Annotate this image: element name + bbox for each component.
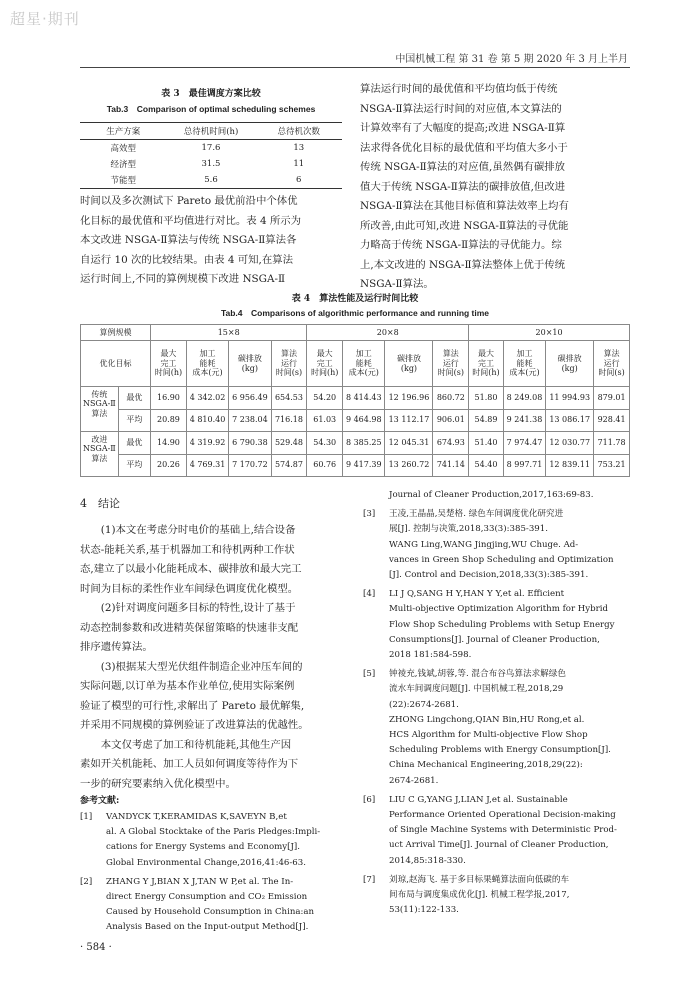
table3-cell: 节能型 xyxy=(110,176,136,186)
reference-line: 钟祾充,钱斌,胡蓉,等. 混合布谷鸟算法求解绿色 xyxy=(389,669,566,680)
table4-cell: 8 385.25 xyxy=(343,432,385,455)
table4-cell: 13 260.72 xyxy=(385,454,433,477)
table4-metric-row xyxy=(81,341,630,387)
table3-cell: 经济型 xyxy=(110,160,136,170)
text-line: 力略高于传统 NSGA-Ⅱ算法的寻优能力。综 xyxy=(360,239,562,251)
table4-metric-header xyxy=(503,341,545,387)
reference-line: direct Energy Consumption and CO₂ Emission xyxy=(106,892,308,903)
table4-cell: 54.30 xyxy=(307,432,343,455)
conclusion-body xyxy=(80,521,342,794)
metric-header-line: 完工 xyxy=(477,358,494,368)
reference-line: Analysis Based on the Input-output Method[J]. xyxy=(106,922,309,933)
right-paragraph xyxy=(360,80,630,295)
text-line: 自运行 10 次的比较结果。由表 4 可知,在算法 xyxy=(80,253,293,266)
table4-caption-cn: 表 4 算法性能及运行时间比较 xyxy=(291,294,419,304)
table4-cell: 654.53 xyxy=(271,387,307,410)
table4-cell: 54.40 xyxy=(469,454,504,477)
metric-header-line: 成本(元) xyxy=(509,368,540,378)
table4-data-row xyxy=(81,409,630,432)
reference-line: 流水车间调度问题[J]. 中国机械工程,2018,29 xyxy=(389,684,564,695)
reference-line: Caused by Household Consumption in China:an xyxy=(106,907,315,918)
table4-data-row xyxy=(81,454,630,477)
table4-metric-header xyxy=(343,341,385,387)
text-line: 所改善,由此可知,改进 NSGA-Ⅱ算法的寻优能 xyxy=(360,219,569,232)
conclusion-line: 实际问题,以订单为基本作业单位,使用实际案例 xyxy=(80,680,295,692)
reference-line: 2674-2681. xyxy=(389,775,439,786)
table4-metric-header xyxy=(469,341,504,387)
table3-row xyxy=(80,140,342,157)
metric-header-line: 时间(h) xyxy=(154,368,183,378)
reference-line: Flow Shop Scheduling Problems with Setup Energy xyxy=(389,619,615,630)
metric-header-line: 运行 xyxy=(280,358,297,368)
text-line: 上,本文改进的 NSGA-Ⅱ算法整体上优于传统 xyxy=(360,258,566,271)
text-line: 值大于传统 NSGA-Ⅱ算法的碳排放值,但改进 xyxy=(360,180,566,193)
table4-cell: 51.80 xyxy=(469,387,504,410)
running-header: 中国机械工程 第 31 卷 第 5 期 2020 年 3 月上半月 xyxy=(395,54,628,65)
text-line: 时间以及多次测试下 Pareto 最优前沿中个体优 xyxy=(80,195,298,207)
text-line: NSGA-Ⅱ算法。 xyxy=(360,278,434,290)
reference-line: of Single Machine Systems with Deterministic Prod- xyxy=(389,825,617,836)
text-line: 传统 NSGA-Ⅱ算法的对应值,虽然偶有碳排放 xyxy=(360,161,566,173)
conclusion-heading: 4 结论 xyxy=(80,497,120,510)
conclusion-line: 验证了模型的可行性,求解出了 Pareto 最优解集, xyxy=(80,699,305,712)
reference-number: [4] xyxy=(363,589,376,600)
group-name-line: 算法 xyxy=(91,409,108,418)
metric-header-line: 时间(h) xyxy=(310,368,339,378)
header-rule xyxy=(80,67,630,68)
conclusion-line: 动态控制参数和改进精英保留策略的快速非支配 xyxy=(80,621,299,634)
table4-metric-header xyxy=(307,341,343,387)
metric-header-line: 最大 xyxy=(477,349,494,359)
conclusion-line: 排序遗传算法。 xyxy=(80,641,153,653)
table4-cell: 928.41 xyxy=(594,409,630,432)
table4-cell: 14.90 xyxy=(151,432,187,455)
table4-cell: 4 342.02 xyxy=(186,387,228,410)
reference-line: (22):2674-2681. xyxy=(389,699,459,710)
metric-header-line: (kg) xyxy=(561,363,578,373)
table4-scale: 20×10 xyxy=(469,325,630,341)
table4-stat: 平均 xyxy=(118,409,150,432)
text-line: 运行时间上,不同的算例规模下改进 NSGA-Ⅱ xyxy=(80,273,286,285)
table3 xyxy=(80,122,342,189)
metric-header-line: 碳排放 xyxy=(396,353,421,363)
text-line: 化目标的最优值和平均值进行对比。表 4 所示为 xyxy=(80,214,302,227)
table4-cell: 16.90 xyxy=(151,387,187,410)
table4-cell: 741.14 xyxy=(433,454,469,477)
table4-metric-header xyxy=(546,341,594,387)
reference-line: China Mechanical Engineering,2018,29(22): xyxy=(389,760,583,771)
reference-item xyxy=(80,810,342,871)
metric-header-line: 时间(s) xyxy=(598,368,625,378)
table4-metric-header xyxy=(594,341,630,387)
table3-row xyxy=(80,172,342,189)
table3-cell: 31.5 xyxy=(201,159,221,169)
reference-body xyxy=(389,587,630,663)
table4-stat: 平均 xyxy=(118,454,150,477)
reference-body xyxy=(389,667,630,789)
reference-line: VANDYCK T,KERAMIDAS K,SAVEYN B,et xyxy=(106,812,287,822)
reference-number: [7] xyxy=(363,874,376,885)
reference-line: cations for Energy Systems and Economy[J]. xyxy=(106,842,301,853)
conclusion-line: 时间为目标的柔性作业车间绿色调度优化模型。 xyxy=(80,582,299,595)
table3-cell: 6 xyxy=(296,175,302,185)
table4-cell: 574.87 xyxy=(271,454,307,477)
page-number: · 584 · xyxy=(80,942,112,953)
table3-header-cell: 生产方案 xyxy=(80,123,166,140)
reference-line: 王凌,王晶晶,吴楚格. 绿色车间调度优化研究进 xyxy=(389,509,564,520)
references-title: 参考文献: xyxy=(80,796,120,806)
table4-cell: 20.26 xyxy=(151,454,187,477)
reference-line: ZHANG Y J,BIAN X J,TAN W P,et al. The In- xyxy=(106,876,294,887)
table4-group-name-part xyxy=(81,409,119,432)
table4-cell: 51.40 xyxy=(469,432,504,455)
table3-row xyxy=(80,156,342,172)
table4-cell: 529.48 xyxy=(271,432,307,455)
left-paragraph xyxy=(80,192,342,290)
table4-group-name-part xyxy=(81,454,119,477)
reference-line: uct Arrival Time[J]. Journal of Cleaner Production, xyxy=(389,840,609,851)
reference-number: [5] xyxy=(363,669,376,680)
table4-cell: 54.89 xyxy=(469,409,504,432)
group-name-line: NSGA-Ⅱ xyxy=(82,444,116,454)
reference-item xyxy=(80,875,342,936)
reference-body xyxy=(106,810,342,871)
table4-cell: 7 238.04 xyxy=(229,409,271,432)
reference-continuation xyxy=(363,488,630,503)
conclusion-line: 一步的研究要素纳入优化模型中。 xyxy=(80,777,236,790)
reference-line: LIU C G,YANG J,LIAN J,et al. Sustainable xyxy=(389,794,568,805)
text-line: NSGA-Ⅱ算法在其他目标值和算法效率上均有 xyxy=(360,200,569,212)
reference-item xyxy=(363,793,630,869)
table4-cell: 9 241.38 xyxy=(503,409,545,432)
group-name-line: NSGA-Ⅱ xyxy=(82,399,116,409)
table4-cell: 12 839.11 xyxy=(546,454,594,477)
watermark: 超星·期刊 xyxy=(10,10,80,28)
table4-metric-header xyxy=(271,341,307,387)
table3-cell: 13 xyxy=(293,143,305,153)
metric-header-line: 能耗 xyxy=(199,358,216,368)
reference-line: 间布局与调度集成优化[J]. 机械工程学报,2017, xyxy=(389,890,570,901)
table4-cell: 12 045.31 xyxy=(385,432,433,455)
table4-cell: 6 790.38 xyxy=(229,432,271,455)
reference-line: 2018 181:584-598. xyxy=(389,650,472,661)
conclusion-line: (2)针对调度问题多目标的特性,设计了基于 xyxy=(100,602,296,614)
reference-item xyxy=(363,507,630,583)
metric-header-line: (kg) xyxy=(241,363,259,373)
reference-line: Performance Oriented Operational Decision-making xyxy=(389,810,616,821)
group-name-line: 传统 xyxy=(91,389,108,399)
metric-header-line: 算法 xyxy=(603,349,620,359)
table4-cell: 54.20 xyxy=(307,387,343,410)
reference-line: Consumptions[J]. Journal of Cleaner Production, xyxy=(389,634,600,645)
reference-line: WANG Ling,WANG Jingjing,WU Chuge. Ad- xyxy=(389,539,579,550)
table3-header-cell: 总待机时间(h) xyxy=(166,123,255,140)
conclusion-line: (3)根据某大型光伏组件制造企业冲压车间的 xyxy=(100,660,303,673)
reference-body xyxy=(389,488,630,503)
table3-cell: 11 xyxy=(293,159,305,169)
table4-objective-label: 优化目标 xyxy=(81,341,151,387)
reference-number: [1] xyxy=(80,812,93,822)
table4-cell: 8 997.71 xyxy=(503,454,545,477)
text-line: 算法运行时间的最优值和平均值均低于传统 xyxy=(360,83,558,95)
table4-metric-header xyxy=(433,341,469,387)
table4-cell: 716.18 xyxy=(271,409,307,432)
table4-group-name-part xyxy=(81,432,119,455)
reference-line: ZHONG Lingchong,QIAN Bin,HU Rong,et al. xyxy=(389,714,585,725)
table4-cell: 13 086.17 xyxy=(546,409,594,432)
metric-header-line: 碳排放 xyxy=(557,353,582,363)
reference-body xyxy=(389,507,630,583)
reference-body xyxy=(389,793,630,869)
reference-line: Scheduling Problems with Energy Consumption[J]. xyxy=(389,745,611,756)
table4-cell: 20.89 xyxy=(151,409,187,432)
table4-cell: 8 249.08 xyxy=(503,387,545,410)
table3-caption-en: Tab.3 Comparison of optimal scheduling schemes xyxy=(106,104,316,114)
metric-header-line: 能耗 xyxy=(516,358,533,368)
reference-line: al. A Global Stocktake of the Paris Pledges:Impli- xyxy=(106,827,321,838)
table4-stat: 最优 xyxy=(118,387,150,410)
table4-cell: 4 319.92 xyxy=(186,432,228,455)
metric-header-line: 能耗 xyxy=(355,358,372,368)
reference-number: [3] xyxy=(363,509,376,520)
references-right xyxy=(363,488,630,922)
table4-cell: 711.78 xyxy=(594,432,630,455)
reference-body xyxy=(389,873,630,919)
reference-item xyxy=(363,667,630,789)
reference-line: Multi-objective Optimization Algorithm for Hybrid xyxy=(389,604,608,615)
metric-header-line: 完工 xyxy=(316,358,333,368)
metric-header-line: 加工 xyxy=(516,349,533,359)
metric-header-line: 碳排放 xyxy=(237,353,262,363)
table4-cell: 906.01 xyxy=(433,409,469,432)
table4-data-row xyxy=(81,432,630,455)
reference-line: [J]. Control and Decision,2018,33(3):385-391. xyxy=(389,570,589,581)
conclusion-line: 状态-能耗关系,基于机器加工和待机两种工作状 xyxy=(80,543,295,556)
metric-header-line: 运行 xyxy=(442,358,459,368)
table4-cell: 4 769.31 xyxy=(186,454,228,477)
reference-number: [6] xyxy=(363,794,376,805)
table4-cell: 9 464.98 xyxy=(343,409,385,432)
table4-scale-label: 算例规模 xyxy=(81,325,151,341)
table4-cell: 753.21 xyxy=(594,454,630,477)
text-line: NSGA-Ⅱ算法运行时间的对应值,本文算法的 xyxy=(360,102,562,115)
table4-cell: 9 417.39 xyxy=(343,454,385,477)
metric-header-line: 最大 xyxy=(160,349,177,359)
table4-scale: 15×8 xyxy=(151,325,307,341)
text-line: 本文改进 NSGA-Ⅱ算法与传统 NSGA-Ⅱ算法各 xyxy=(80,234,297,246)
reference-line: HCS Algorithm for Multi-objective Flow Shop xyxy=(389,730,588,741)
metric-header-line: 加工 xyxy=(199,349,216,359)
group-name-line: 算法 xyxy=(91,454,108,463)
table4-cell: 6 956.49 xyxy=(229,387,271,410)
table4-cell: 12 196.96 xyxy=(385,387,433,410)
metric-header-line: 时间(s) xyxy=(437,368,464,378)
table4-group-name-part xyxy=(81,387,119,410)
conclusion-line: 并采用不同规模的算例验证了改进算法的优越性。 xyxy=(80,719,309,731)
metric-header-line: 算法 xyxy=(280,349,297,359)
table4-metric-header xyxy=(151,341,187,387)
metric-header-line: (kg) xyxy=(400,363,418,373)
conclusion-line: 素如开关机能耗、加工人员如何调度等待作为下 xyxy=(80,758,299,770)
metric-header-line: 成本(元) xyxy=(192,368,223,378)
table4-cell: 8 414.43 xyxy=(343,387,385,410)
table4-metric-header xyxy=(229,341,271,387)
conclusion-line: 本文仅考虑了加工和待机能耗,其他生产因 xyxy=(100,738,292,751)
table4-cell: 7 170.72 xyxy=(229,454,271,477)
text-line: 计算效率有了大幅度的提高;改进 NSGA-Ⅱ算 xyxy=(360,122,566,134)
table4-cell: 13 112.17 xyxy=(385,409,433,432)
group-name-line: 改进 xyxy=(91,434,108,444)
table4-cell: 4 810.40 xyxy=(186,409,228,432)
table3-cell: 5.6 xyxy=(204,175,218,185)
metric-header-line: 时间(h) xyxy=(472,368,500,378)
metric-header-line: 算法 xyxy=(442,349,459,359)
table4-metric-header xyxy=(385,341,433,387)
reference-number: [2] xyxy=(80,876,93,887)
table4-metric-header xyxy=(186,341,228,387)
reference-line: 刘琼,赵海飞. 基于多目标果蝇算法面向低碳的车 xyxy=(389,874,570,885)
table4-cell: 879.01 xyxy=(594,387,630,410)
metric-header-line: 时间(s) xyxy=(275,368,303,378)
reference-line: 展[J]. 控制与决策,2018,33(3):385-391. xyxy=(389,524,548,535)
references-left xyxy=(80,810,342,940)
metric-header-line: 最大 xyxy=(316,349,333,359)
table4-caption-en: Tab.4 Comparisons of algorithmic performance and running time xyxy=(220,308,490,318)
reference-body xyxy=(106,875,342,936)
reference-line: 53(11):122-133. xyxy=(389,905,459,916)
table3-cell: 17.6 xyxy=(201,143,221,153)
table4-cell: 61.03 xyxy=(307,409,343,432)
table3-header-row xyxy=(80,123,342,140)
metric-header-line: 加工 xyxy=(355,349,372,359)
table3-header-cell: 总待机次数 xyxy=(256,123,342,140)
reference-line: LI J Q,SANG H Y,HAN Y Y,et al. Efficient xyxy=(389,589,565,600)
reference-line: Journal of Cleaner Production,2017,163:69-83. xyxy=(389,490,594,500)
table4-cell: 60.76 xyxy=(307,454,343,477)
table4-cell: 11 994.93 xyxy=(546,387,594,410)
table3-cell: 高效型 xyxy=(110,144,136,154)
table4-scale-row xyxy=(81,325,630,341)
reference-item xyxy=(363,587,630,663)
metric-header-line: 完工 xyxy=(160,358,177,368)
text-line: 法求得各优化目标的最优值和平均值大多小于 xyxy=(360,141,568,154)
conclusion-line: (1)本文在考虑分时电价的基础上,结合设备 xyxy=(100,524,296,536)
metric-header-line: 成本(元) xyxy=(348,368,379,378)
table3-caption-cn: 表 3 最佳调度方案比较 xyxy=(161,89,261,99)
table4 xyxy=(80,324,630,477)
conclusion-line: 态,建立了以最小化能耗成本、碳排放和最大完工 xyxy=(80,563,302,575)
table4-cell: 860.72 xyxy=(433,387,469,410)
reference-line: vances in Green Shop Scheduling and Optimization xyxy=(389,554,614,565)
table4-cell: 674.93 xyxy=(433,432,469,455)
reference-line: 2014,85:318-330. xyxy=(389,855,466,866)
table4-cell: 12 030.77 xyxy=(546,432,594,455)
table4-stat: 最优 xyxy=(118,432,150,455)
table4-scale: 20×8 xyxy=(307,325,469,341)
table4-data-row xyxy=(81,387,630,410)
metric-header-line: 运行 xyxy=(603,358,620,368)
reference-line: Global Environmental Change,2016,41:46-63. xyxy=(106,857,306,868)
reference-item xyxy=(363,873,630,919)
table4-cell: 7 974.47 xyxy=(503,432,545,455)
